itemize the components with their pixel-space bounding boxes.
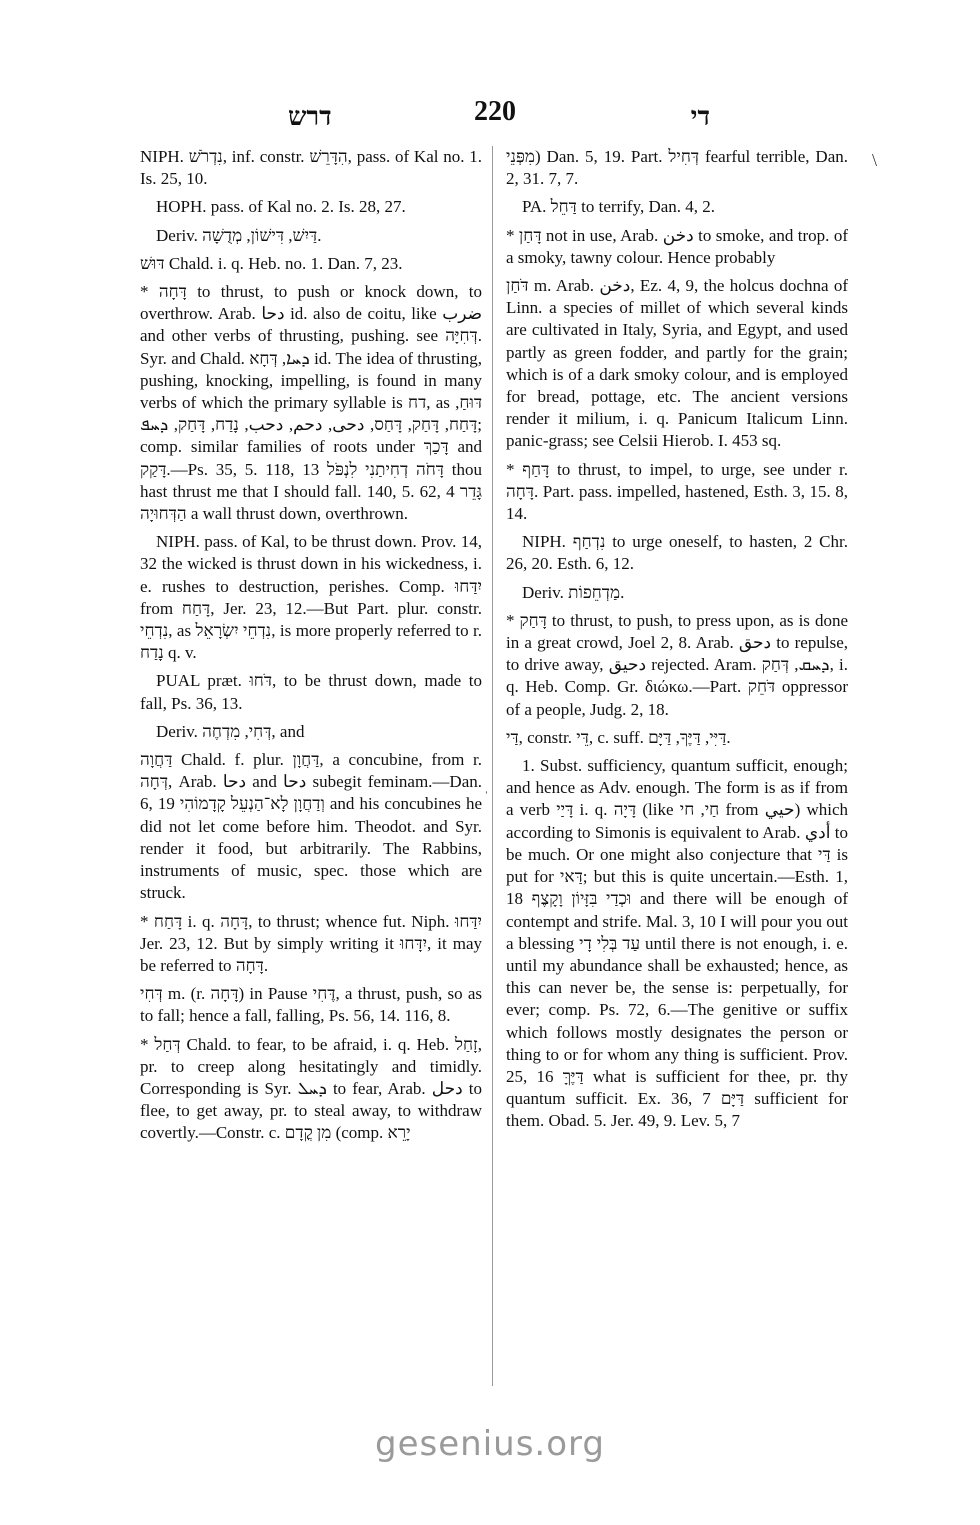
watermark: gesenius.org (375, 1424, 605, 1464)
left-column (140, 146, 482, 1386)
entry-headword-paragraph: * דָּחַח i. q. דָּחָה, to thrust; whence fut. Niph. יִדַּחוּ Jer. 23, 12. But by simply writing it יִדָּחוּ, it may be referred to דָּחָה. (140, 911, 482, 975)
entry-paragraph: NIPH. נִדְרֹשׁ, inf. constr. הִדָּרֵשׁ, pass. of Kal no. 1. Is. 25, 10. (140, 147, 482, 189)
page-number: 220 (474, 96, 516, 127)
entry-headword-paragraph: דַּי, constr. דֵּי, c. suff. דַּיִּי, דַּיֶּךָ, דַּיָּם. (506, 727, 731, 747)
entry-paragraph: PA. דַּחֵל to terrify, Dan. 4, 2. (522, 197, 716, 217)
running-head-left: דרש (288, 102, 332, 132)
entry-paragraph: NIPH. pass. of Kal, to be thrust down. Prov. 14, 32 the wicked is thrust down in his wickedness, i. e. rushes to destruction, perishes. Comp. יִדַּחוּ from דָּחַח, Jer. 23, 12.—But Part. plur. constr. נִדְחֵי, as נִדְחֵי יִשְׂרָאֵל, is more properly referred to r. נָדַח q. v. (140, 532, 482, 663)
entry-headword-paragraph: * דָּחַן not in use, Arab. دخن to smoke, and trop. of a smoky, tawny colour. Hence probably (506, 225, 848, 267)
entry-paragraph: Deriv. דַּיִשׁ, דִּישׁוֹן, מְדֻשָׁה. (156, 225, 322, 245)
entry-headword-paragraph: * דָּחַף to thrust, to impel, to urge, see under r. דָּחָה. Part. pass. impelled, hastened, Esth. 3, 15. 8, 14. (506, 459, 848, 524)
entry-paragraph: PUAL præt. דֹּחוּ, to be thrust down, made to fall, Ps. 36, 13. (140, 671, 482, 713)
entry-headword-paragraph: דְּחִי m. (r. דָּחָה) in Pause דֶּחִי, a thrust, push, so as to fall; hence a fall, falling, Ps. 56, 14. 116, 8. (140, 984, 482, 1026)
entry-paragraph: HOPH. pass. of Kal no. 2. Is. 28, 27. (156, 197, 406, 217)
running-head-right: די (690, 102, 710, 132)
entry-paragraph: Deriv. דְּחִי, מִדְחֶה, and (156, 721, 305, 741)
entry-headword-paragraph: דֹּחַן m. Arab. دخن, Ez. 4, 9, the holcus dochna of Linn. a species of millet of which several kinds are cultivated in Italy, Syria, and Egypt, and used partly as green fodder, and partly for the grain; which is of a dark smoky colour, and is employed for bread, pottage, etc. The ancient versions render it milium, i. q. Panicum Italicum Linn. panic-grass; see Celsii Hierob. I. 453 sq. (506, 276, 848, 451)
column-divider (492, 146, 493, 1386)
margin-mark: ˈ (484, 790, 489, 805)
entry-paragraph: NIPH. נִדְחַף to urge oneself, to hasten, 2 Chr. 26, 20. Esth. 6, 12. (506, 532, 848, 574)
entry-headword-paragraph: * דָּחַק to thrust, to push, to press upon, as is done in a great crowd, Joel 2, 8. Arab. دحق to repulse, to drive away, دحيق rejected. Aram. ܕܚܩ, דְּחַק, i. q. Heb. Comp. Gr. διώκω.—Part. דֹּחֵק oppressor of a people, Judg. 2, 18. (506, 610, 848, 719)
entry-headword-paragraph: * דָּחָה to thrust, to push or knock down, to overthrow. Arab. دحا id. also de coitu, like ضرب and other verbs of thrusting, pushing. see דְּחִיָּה. Syr. and Chald. ܕܚܐ, דְּחָא id. The idea of thrusting, pushing, knocking, impelling, is found in many verbs of which the primary syllable is דח, as דּוּחַ, דָּחַח, דָּחַק, דָּחַס, دحى, دحم, دحب, נָדַח, דָּחַק, ܕܚܦ; comp. similar families of roots under דָּכַךְ and דָּקַק.—Ps. 35, 5. 118, 13 דָּחֹה דְחִיתַנִי לִנְפֹּל thou hast thrust me that I should fall. 140, 5. 62, 4 גָּדֵר הַדְּחוּיָה a wall thrust down, overthrown. (140, 282, 482, 524)
entry-paragraph: מִפְּנֵי) Dan. 5, 19. Part. דְּחִיל fearful terrible, Dan. 2, 31. 7, 7. (506, 147, 848, 189)
entry-headword-paragraph: דּוּשׁ Chald. i. q. Heb. no. 1. Dan. 7, 23. (140, 253, 403, 273)
page-header (140, 96, 850, 140)
entry-paragraph: 1. Subst. sufficiency, quantum sufficit, enough; and hence as Adv. enough. The form is as if from a verb דָּיַי i. q. דָּיָה (like חַי, חי from حيي) which according to Simonis is equivalent to Arab. أدي to be much. Or one might also conjecture that דַּי is put for דַּאי; but this is quite uncertain.—Esth. 1, 18 וּכְדַי בִּזָּיוֹן וָקָצֶף and there will be enough of contempt and strife. Mal. 3, 10 I will pour you out a blessing עַד בְּלִי דָי until there is not enough, i. e. until my abundance shall be exhausted; hence, as this can never be, the sense is: perpetually, for ever; comp. Ps. 72, 6.—The genitive or suffix which follows mostly designates the person or thing to or for whom any thing is sufficient. Prov. 25, 16 דַּיֶּךָּ what is sufficient for thee, pr. thy quantum sufficit. Ex. 36, 7 דַּיָּם sufficient for them. Obad. 5. Jer. 49, 9. Lev. 5, 7 (506, 756, 848, 1131)
entry-paragraph: Deriv. מַדְחֵפוֹת. (522, 582, 625, 602)
entry-headword-paragraph: * דְּחַל Chald. to fear, to be afraid, i. q. Heb. זָחַל, pr. to creep along hesitatingly and timidly. Corresponding is Syr. ܕܚܠ to fear, Arab. دحل to flee, to get away, pr. to steal away, to withdraw covertly.—Constr. c. מִן קֳדָם (comp. יָרֵא (140, 1034, 482, 1143)
right-column (506, 146, 848, 1386)
margin-mark: \ (872, 150, 878, 170)
entry-headword-paragraph: דַּחֲוָה Chald. f. plur. דַּחֲוָן, a concubine, from r. דְּחָה, Arab. دحا and دحا subegit feminam.—Dan. 6, 19 וְדַחֲוָן לָא־הַנְעֵל קָדָמוֹהִי and his concubines he did not let come before him. Theodot. and Syr. render it food, but arbitrarily. The Rabbins, instruments of music, spec. those which are struck. (140, 750, 482, 903)
